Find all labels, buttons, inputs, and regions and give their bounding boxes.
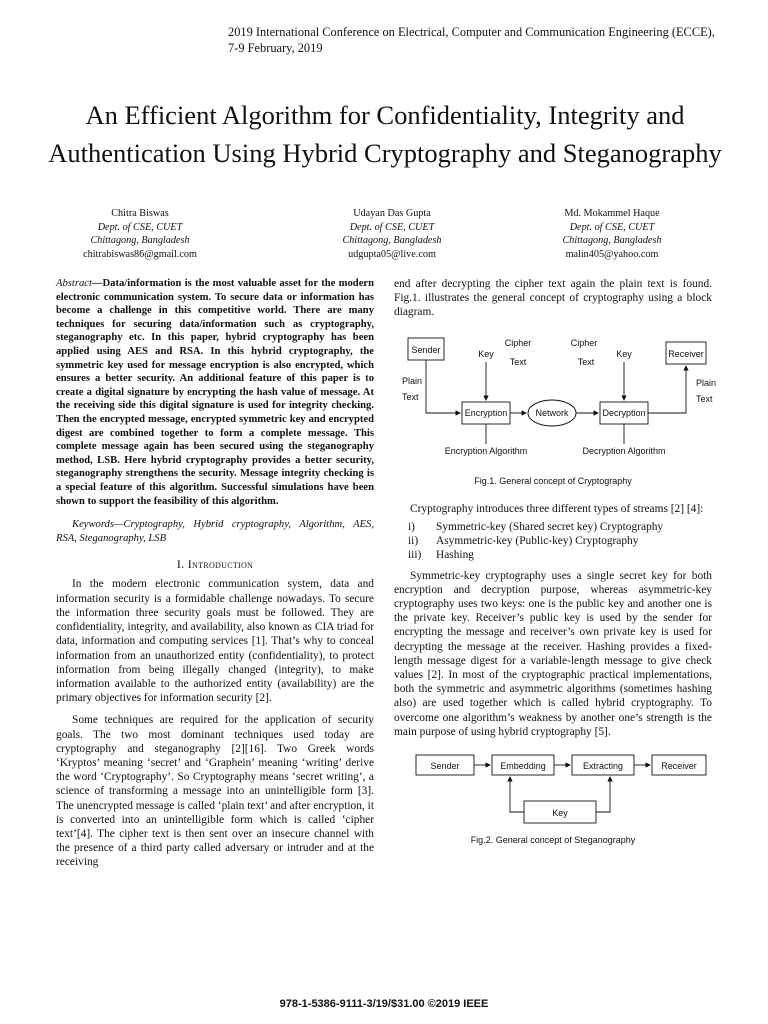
- author-dept: Dept. of CSE, CUET: [97, 221, 183, 233]
- author-email: udgupta05@live.com: [348, 248, 436, 260]
- fig1-arrow-sender-encryption: [426, 360, 460, 413]
- fig1-plain-text-right-label: Text: [696, 393, 713, 404]
- author-dept: Dept. of CSE, CUET: [349, 221, 435, 233]
- fig2-receiver-label: Receiver: [661, 761, 697, 772]
- continued-paragraph: end after decrypting the cipher text again the plain text is found. Fig.1. illustrates the general concept of cryptography using a block diagram.: [394, 278, 712, 319]
- keywords: Keywords—Cryptography, Hybrid cryptography, Algorithm, AES, RSA, Steganography, LSB: [56, 519, 374, 544]
- conference-line-1: 2019 International Conference on Electrical, Computer and Communication Engineering (ECCE),: [228, 25, 715, 39]
- fig1-network-label: Network: [535, 407, 569, 418]
- figure-1-caption: Fig.1. General concept of Cryptography: [474, 475, 632, 486]
- list-item: [408, 548, 712, 562]
- left-column: [56, 277, 374, 878]
- streams-list: [394, 520, 712, 563]
- fig1-plain-right-label: Plain: [696, 377, 717, 388]
- fig1-encryption-label: Encryption: [464, 407, 508, 418]
- list-item-text: Symmetric-key (Shared secret key) Cryptography: [436, 521, 664, 534]
- page-footer: 978-1-5386-9111-3/19/$31.00 ©2019 IEEE: [279, 998, 489, 1010]
- fig2-key-label: Key: [552, 808, 568, 819]
- list-item-number: iii): [408, 549, 422, 562]
- fig1-cipher-text-right-label: Text: [577, 356, 595, 367]
- figure-2-svg: [394, 747, 712, 831]
- author-email: malin405@yahoo.com: [565, 248, 659, 260]
- symmetric-key-paragraph: Symmetric-key cryptography uses a single secret key for both encryption and decryption purpose, whereas asymmetric-key cryptography uses two keys: one is the public key and another one is the private key. Receiver’s public key is used by the sender for encrypting the message and receiver’s own private key is used for decrypting the message at the receiver. Hashing provides a fixed-length message digest for a variable-length message to give check values [2]. In most of the cryptographic practical implementations, both the symmetric and asymmetric algorithms (sometimes hashing also) are used together which is called hybrid cryptography. To overcome one algorithm’s weakness by another one’s strength is the main purpose of using hybrid cryptography [5].: [394, 569, 712, 738]
- abstract-dash: —: [91, 278, 103, 289]
- author-email: chitrabiswas86@gmail.com: [83, 248, 197, 260]
- right-column: [394, 277, 717, 861]
- list-item-number: i): [408, 521, 415, 534]
- figure-2-steganography-diagram: [394, 747, 712, 831]
- fig2-extracting-label: Extracting: [582, 761, 624, 772]
- list-item-text: Hashing: [436, 549, 474, 562]
- fig1-arrow-decryption-receiver: [648, 366, 686, 413]
- fig1-sender-label: Sender: [411, 344, 441, 355]
- fig1-receiver-label: Receiver: [668, 348, 704, 359]
- abstract-text: Data/information is the most valuable asset for the modern electronic communication system. To secure data or information has become a challenge in this competitive world. There are many techniques for securing data/information such as cryptography, steganography etc. In this paper, hybrid cryptography has been applied using AES and RSA. In this hybrid cryptography, the symmetric key used for message encryption is also encrypted, which ensures a better security. An additional feature of this paper is to create a digital signature by encrypting the hash value of message. At the receiving side this digital signature is used for integrity checking. Then the encrypted message, encrypted symmetric key and encrypted digest are combined together to form a complete message. This complete message again has been secured using the steganography method, LSB. Here hybrid cryptography provides a better security, steganography strengthens the security. Message integrity checking is a special feature of this algorithm. Successful simulations have been shown to support the feasibility of this algorithm.: [56, 278, 374, 507]
- conference-header: [228, 24, 748, 56]
- list-item-text: Asymmetric-key (Public-key) Cryptography: [436, 535, 639, 548]
- section-title: Introduction: [187, 557, 254, 572]
- figure-1-svg: [394, 332, 717, 472]
- section-heading-introduction: [56, 557, 374, 571]
- author-name: Md. Mokammel Haque: [564, 208, 660, 219]
- fig1-plain-text-left-label: Text: [402, 391, 419, 402]
- paper-title: An Efficient Algorithm for Confidentiality, Integrity and Authentication Using Hybrid Cryptography and Steganography: [48, 100, 722, 168]
- list-item: [408, 520, 712, 534]
- fig2-arrow-key-embedding: [510, 777, 524, 812]
- fig1-key-left-label: Key: [478, 348, 494, 359]
- author-location: Chittagong, Bangladesh: [342, 235, 442, 247]
- section-numeral: I.: [176, 557, 185, 572]
- abstract: [56, 277, 374, 508]
- figure-2-caption: Fig.2. General concept of Steganography: [470, 835, 636, 846]
- list-item: [408, 534, 712, 548]
- list-item-number: ii): [408, 535, 419, 548]
- author-name: Chitra Biswas: [111, 208, 169, 219]
- fig1-decryption-algorithm-label: Decryption Algorithm: [582, 445, 666, 456]
- figure-1-cryptography-diagram: [394, 332, 717, 472]
- abstract-lead: Abstract: [56, 278, 92, 289]
- fig1-cipher-text-left-label: Text: [509, 356, 527, 367]
- intro-paragraph-1: In the modern electronic communication system, data and information security is a formidable challenge nowadays. To secure the information three security goals must be followed. They are confidentiality, integrity, and availability, also known as CIA triad for data, information and computing services [1]. That’s why to conceal information from an unauthorized entity (confidentiality), to protect information from being illegally changed (integrity), to make information available to the authorized entity (availability) are the primary objectives for information security [2].: [56, 578, 374, 705]
- author-dept: Dept. of CSE, CUET: [569, 221, 655, 233]
- author-block: [45, 207, 235, 261]
- author-block: [517, 207, 707, 261]
- fig1-cipher-right-label: Cipher: [570, 337, 598, 348]
- intro-paragraph-2: Some techniques are required for the application of security goals. The two most dominant techniques used today are cryptography and steganography [2][16]. Two Greek words ‘Kryptos’ meaning ‘secret’ and ‘Graphein’ meaning ‘writing’ derive the word ‘Cryptography’. So Cryptography means ‘secret writing’, a science of transforming a message into an unintelligible form [3]. The unencrypted message is called ‘plain text’ and after encryption, it is converted into an unintelligible form which is called ‘cipher text’[4]. The cipher text is then sent over an insecure channel with the presence of a third party called adversary or intruder and at the receiving: [56, 714, 374, 869]
- fig1-cipher-left-label: Cipher: [504, 337, 532, 348]
- fig1-plain-left-label: Plain: [402, 375, 423, 386]
- fig2-arrow-key-extracting: [596, 777, 610, 812]
- fig1-encryption-algorithm-label: Encryption Algorithm: [444, 445, 528, 456]
- author-name: Udayan Das Gupta: [353, 208, 431, 219]
- fig1-decryption-label: Decryption: [602, 407, 646, 418]
- fig2-sender-label: Sender: [430, 761, 460, 772]
- fig2-embedding-label: Embedding: [500, 761, 546, 772]
- fig1-key-right-label: Key: [616, 348, 632, 359]
- author-location: Chittagong, Bangladesh: [90, 235, 190, 247]
- streams-intro-paragraph: Cryptography introduces three different types of streams [2] [4]:: [410, 502, 704, 515]
- author-block: [297, 207, 487, 261]
- author-location: Chittagong, Bangladesh: [562, 235, 662, 247]
- conference-line-2: 7-9 February, 2019: [228, 41, 323, 55]
